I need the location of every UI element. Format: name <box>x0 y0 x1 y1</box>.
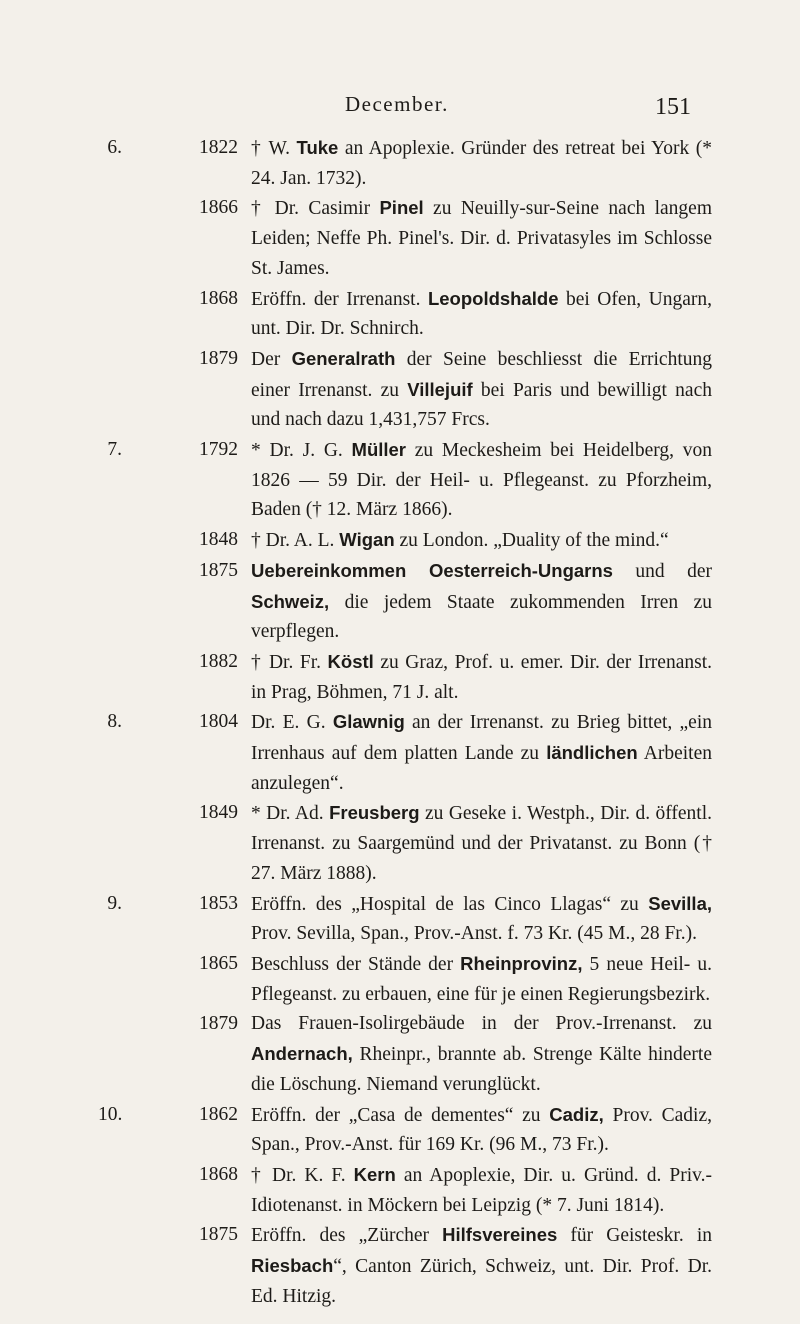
entry-text-run: * Dr. J. G. <box>251 440 352 462</box>
entry-text-run: Beschluss der Stände der <box>251 953 461 975</box>
entry-year: 1875 <box>199 1224 238 1246</box>
entry-text-run: † Dr. A. L. <box>251 530 340 552</box>
entry-list <box>0 133 800 1311</box>
entry-text-emphasis: Andernach, <box>251 1043 353 1065</box>
entry-text-run: an Apoplexie, Dir. u. Gründ. d. Priv.-Idiotenanst. in Möckern bei Leipzig (* 7. Juni 1814). <box>251 1164 712 1216</box>
entry-year: 1868 <box>199 1163 238 1185</box>
entry-text-emphasis: Glawnig <box>332 711 405 733</box>
entry-text-emphasis: Cadiz, <box>549 1103 604 1125</box>
entry-text <box>251 949 712 1009</box>
entry-text-run: Arbeiten anzulegen“. <box>251 743 712 794</box>
entry-text-run: zu London. „Duality of the mind.“ <box>394 530 669 552</box>
entry-text-run: bei Ofen, Ungarn, unt. Dir. Dr. Schnirch. <box>251 288 712 340</box>
entry-year: 1868 <box>199 287 238 309</box>
entry-year: 1804 <box>199 711 238 733</box>
entry-text-emphasis: Hilfsvereines <box>442 1224 558 1246</box>
entry-text-emphasis: Tuke <box>296 137 339 158</box>
entry-text <box>251 435 712 525</box>
chronicle-entry <box>0 949 800 1009</box>
entry-text-run: bei Paris und bewilligt nach und nach dazu 1,431,757 Frcs. <box>251 379 712 431</box>
entry-text-emphasis: Villejuif <box>407 378 473 400</box>
entry-text-emphasis: Uebereinkommen Oesterreich-Ungarns <box>251 559 613 581</box>
entry-year: 1862 <box>199 1103 238 1125</box>
entry-text-run: zu Graz, Prof. u. emer. Dir. der Irrenanst. in Prag, Böhmen, 71 J. alt. <box>251 651 712 703</box>
entry-text-run: und der <box>612 560 712 582</box>
entry-text-run: † Dr. Casimir <box>251 198 380 220</box>
entry-text <box>251 344 712 435</box>
entry-year: 1853 <box>199 892 238 914</box>
entry-text-run: † Dr. Fr. <box>251 651 328 673</box>
entry-text-run: für Geisteskr. in <box>557 1225 712 1247</box>
entry-text-emphasis: Leopoldshalde <box>427 287 559 309</box>
chronicle-entry <box>0 1100 800 1160</box>
entry-text <box>251 1100 712 1160</box>
entry-text-run: Prov. Sevilla, Span., Prov.-Anst. f. 73 Kr. (45 M., 28 Fr.). <box>251 923 697 945</box>
chronicle-entry <box>0 1009 800 1099</box>
chronicle-entry <box>0 1220 800 1311</box>
entry-text-run: * Dr. Ad. <box>251 803 330 825</box>
entry-text-emphasis: Sevilla, <box>648 892 712 914</box>
entry-text-run: “, Canton Zürich, Schweiz, unt. Dir. Prof. Dr. Ed. Hitzig. <box>251 1256 712 1307</box>
chronicle-entry <box>0 435 800 525</box>
entry-text-emphasis: Kern <box>353 1163 396 1185</box>
chronicle-entry <box>0 1160 800 1220</box>
entry-text <box>251 193 712 283</box>
entry-text <box>251 556 712 647</box>
entry-text-run: zu Neuilly-sur-Seine nach langem Leiden; Neffe Ph. Pinel's. Dir. d. Privatasyles im Schlosse St. James. <box>251 198 713 279</box>
entry-text-emphasis: Freusberg <box>329 802 420 824</box>
entry-text-run: die jedem Staate zukommenden Irren zu verpflegen. <box>251 591 712 643</box>
entry-text <box>251 889 712 949</box>
entry-text-emphasis: ländlichen <box>546 742 638 764</box>
chronicle-entry <box>0 525 800 556</box>
entry-text <box>251 133 712 193</box>
entry-year: 1879 <box>199 1013 238 1035</box>
entry-text-run: 5 neue Heil- u. Pflegeanst. zu erbauen, eine für je einen Regierungsbezirk. <box>251 953 712 1005</box>
page-header <box>0 92 800 124</box>
chronicle-entry <box>0 647 800 707</box>
entry-text-run: Dr. E. G. <box>251 712 333 734</box>
entry-text-emphasis: Köstl <box>327 650 374 672</box>
chronicle-entry <box>0 284 800 344</box>
entry-text-run: Eröffn. des „Hospital de las Cinco Llagas“ zu <box>251 893 649 915</box>
entry-text-run: † W. <box>251 138 297 159</box>
entry-year: 1875 <box>199 559 238 581</box>
entry-text <box>251 647 712 707</box>
entry-text-run: Prov. Cadiz, Span., Prov.-Anst. für 169 Kr. (96 M., 73 Fr.). <box>251 1104 713 1156</box>
entry-text-run: Das Frauen-Isolirgebäude in der Prov.-Irrenanst. zu <box>251 1013 712 1035</box>
entry-text-emphasis: Müller <box>351 439 407 461</box>
entry-year: 1792 <box>199 439 238 461</box>
entry-text-run: an Apoplexie. Gründer des retreat bei York (* 24. Jan. 1732). <box>251 138 713 189</box>
entry-text <box>251 798 712 888</box>
entry-text <box>251 1160 712 1220</box>
entry-text-run: Rheinpr., brannte ab. Strenge Kälte hinderte die Löschung. Niemand verunglückt. <box>251 1044 712 1095</box>
entry-text <box>251 525 712 556</box>
entry-year: 1866 <box>199 197 238 219</box>
running-title: December. <box>345 92 449 116</box>
entry-text-emphasis: Wigan <box>339 529 395 551</box>
entry-day: 6. <box>107 137 122 158</box>
page-number: 151 <box>655 94 691 120</box>
entry-day: 10. <box>98 1103 123 1125</box>
entry-text <box>251 1220 712 1311</box>
entry-text-run: Der <box>251 348 292 370</box>
entry-text-emphasis: Pinel <box>379 197 424 219</box>
entry-text <box>251 284 712 344</box>
chronicle-entry <box>0 889 800 949</box>
entry-text-run: Eröffn. der Irrenanst. <box>251 288 428 310</box>
chronicle-entry <box>0 707 800 798</box>
entry-text-emphasis: Schweiz, <box>251 590 330 612</box>
entry-text-run: zu Meckesheim bei Heidelberg, von 1826 — 59 Dir. der Heil- u. Pflegeanst. zu Pforzheim, Baden († 12. März 1866). <box>251 440 712 521</box>
entry-year: 1865 <box>199 952 238 974</box>
entry-text-emphasis: Generalrath <box>291 347 396 369</box>
entry-text-emphasis: Riesbach <box>251 1255 334 1277</box>
entry-text-run: an der Irrenanst. zu Brieg bittet, „ein Irrenhaus auf dem platten Lande zu <box>251 712 712 765</box>
entry-day: 7. <box>107 439 122 461</box>
chronicle-entry <box>0 193 800 283</box>
chronicle-entry <box>0 798 800 888</box>
entry-text-run: Eröffn. der „Casa de dementes“ zu <box>251 1104 550 1126</box>
entry-year: 1822 <box>199 137 238 158</box>
entry-year: 1849 <box>199 802 238 824</box>
entry-text-run: zu Geseke i. Westph., Dir. d. öffentl. Irrenanst. zu Saargemünd und der Privatanst. zu Bonn († 27. März 1888). <box>251 803 713 884</box>
entry-year: 1882 <box>199 650 238 672</box>
entry-year: 1848 <box>199 529 238 551</box>
entry-day: 8. <box>107 711 122 733</box>
entry-text <box>251 707 712 798</box>
entry-day: 9. <box>107 892 122 914</box>
chronicle-entry <box>0 556 800 647</box>
entry-text-run: Eröffn. des „Zürcher <box>251 1225 443 1247</box>
entry-text-emphasis: Rheinprovinz, <box>460 952 583 974</box>
entry-text-run: † Dr. K. F. <box>251 1164 354 1186</box>
entry-text <box>251 1009 712 1099</box>
entry-text-run: der Seine beschliesst die Errichtung einer Irrenanst. zu <box>251 348 712 401</box>
entry-year: 1879 <box>199 347 238 369</box>
chronicle-entry <box>0 133 800 193</box>
chronicle-entry <box>0 344 800 435</box>
